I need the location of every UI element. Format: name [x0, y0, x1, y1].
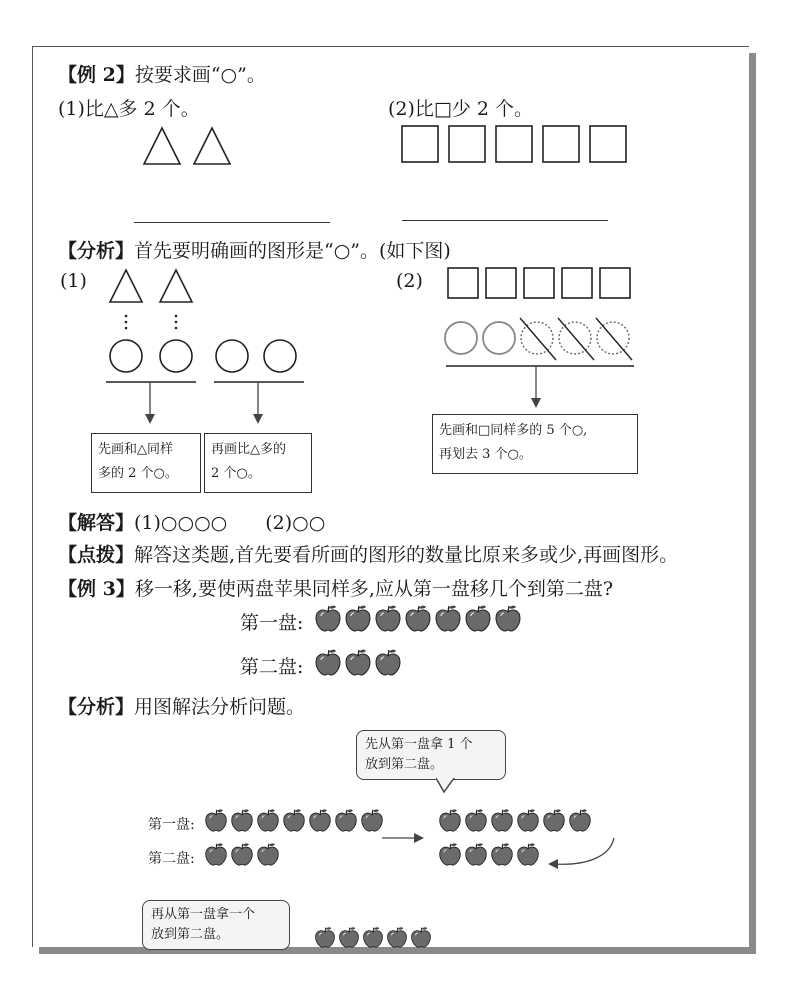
cross-out: [520, 318, 556, 360]
speech-bubble-1: 先从第一盘拿 1 个 放到第二盘。: [356, 730, 506, 780]
arrow-right-icon: [380, 830, 426, 846]
page: [32, 46, 749, 947]
apple-icon: [404, 604, 432, 632]
circle-shape: [110, 340, 142, 372]
apple-icon: [386, 926, 408, 948]
speech-bubble-2: 再从第一盘拿一个 放到第二盘。: [142, 900, 290, 950]
apple-icon: [568, 808, 592, 832]
part-2-label: (2): [396, 270, 423, 292]
apple-icon: [542, 808, 566, 832]
cross-out: [596, 318, 632, 360]
example-3-title: 【例 3】移一移,要使两盘苹果同样多,应从第一盘移几个到第二盘?: [58, 578, 614, 600]
analysis-2: 【分析】用图解法分析问题。: [58, 696, 306, 718]
answer: 【解答】(1)○○○○ (2)○○: [58, 512, 326, 534]
square-shape: [543, 126, 579, 162]
circle-shape: [160, 340, 192, 372]
apple-icon: [308, 808, 332, 832]
circle-shape: [264, 340, 296, 372]
diagram-part-1: [100, 264, 310, 424]
apple-icon: [344, 604, 372, 632]
apple-icon: [282, 808, 306, 832]
small-plate-1-label: 第一盘:: [148, 817, 195, 833]
before-plate-2-apples: [204, 842, 280, 866]
arrow-down-icon: [253, 414, 263, 424]
note-box-a: 先画和△同样 多的 2 个○。: [91, 433, 201, 493]
after-plate-1-apples: [438, 808, 592, 832]
apple-icon: [362, 926, 384, 948]
apple-icon: [410, 926, 432, 948]
apple-icon: [490, 842, 514, 866]
question-2: (2)比□少 2 个。: [388, 98, 534, 120]
triangle-shape: [110, 270, 142, 302]
apple-icon: [438, 842, 462, 866]
apple-icon: [314, 648, 342, 676]
triangle-shape: [160, 270, 192, 302]
apple-icon: [464, 604, 492, 632]
apple-icon: [314, 926, 336, 948]
plate-1-label: 第一盘:: [240, 612, 304, 634]
apple-icon: [230, 842, 254, 866]
plate-2-label: 第二盘:: [240, 656, 304, 678]
answer-line-1: [134, 222, 330, 223]
plate-2-apples: [314, 648, 402, 676]
curved-arrow-icon: [544, 836, 620, 872]
apple-icon: [230, 808, 254, 832]
dots: [125, 315, 178, 330]
triangles-q1: [140, 122, 240, 168]
after-plate-2-apples: [438, 842, 540, 866]
apple-icon: [256, 842, 280, 866]
circle-shape: [216, 340, 248, 372]
apple-icon: [334, 808, 358, 832]
arrow-down-icon: [145, 414, 155, 424]
apple-icon: [374, 648, 402, 676]
note-box-b: 再画比△多的 2 个○。: [204, 433, 312, 493]
square-shape: [449, 126, 485, 162]
square-shape: [496, 126, 532, 162]
bubble-tail-icon: [436, 778, 456, 794]
apple-icon: [494, 604, 522, 632]
triangle-shape: [144, 128, 180, 164]
apple-icon: [438, 808, 462, 832]
apple-icon: [344, 648, 372, 676]
question-1: (1)比△多 2 个。: [58, 98, 200, 120]
square-shape: [590, 126, 626, 162]
squares-q2: [400, 124, 632, 164]
apple-icon: [360, 808, 384, 832]
diagram-part-2: [440, 264, 650, 414]
square-shape: [402, 126, 438, 162]
apple-icon: [490, 808, 514, 832]
triangle-shape: [194, 128, 230, 164]
apple-icon: [464, 842, 488, 866]
apple-icon: [516, 808, 540, 832]
apple-icon: [434, 604, 462, 632]
apple-icon: [314, 604, 342, 632]
analysis-1: 【分析】首先要明确画的图形是“○”。(如下图): [58, 240, 451, 262]
tip: 【点拨】解答这类题,首先要看所画的图形的数量比原来多或少,再画图形。: [58, 544, 679, 566]
apple-icon: [204, 808, 228, 832]
note-box-c: 先画和□同样多的 5 个○, 再划去 3 个○。: [432, 414, 638, 474]
part-1-label: (1): [60, 270, 87, 292]
answer-line-2: [402, 220, 608, 221]
apple-icon: [374, 604, 402, 632]
apple-icon: [204, 842, 228, 866]
plate-1-apples: [314, 604, 522, 632]
cross-out: [558, 318, 594, 360]
small-plate-2-label: 第二盘:: [148, 851, 195, 867]
apple-icon: [516, 842, 540, 866]
bottom-row-apples: [314, 926, 432, 948]
apple-icon: [464, 808, 488, 832]
arrow-down-icon: [531, 398, 541, 408]
before-plate-1-apples: [204, 808, 384, 832]
apple-icon: [256, 808, 280, 832]
example-2-title: 【例 2】按要求画“○”。: [58, 64, 266, 86]
apple-icon: [338, 926, 360, 948]
